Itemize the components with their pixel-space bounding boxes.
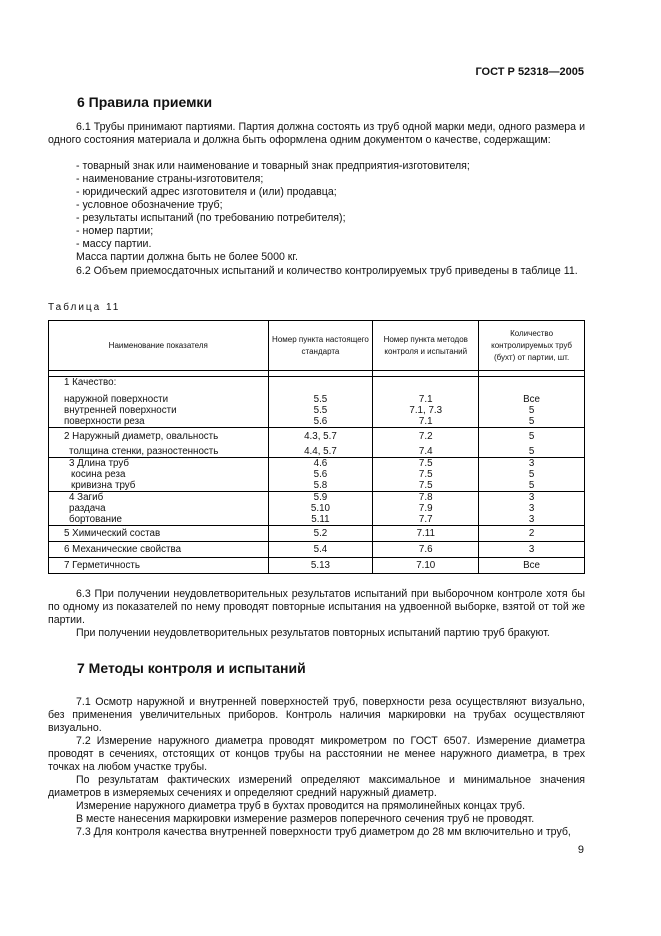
table-cell: Все [479,558,585,574]
list-item: - юридический адрес изготовителя и (или) продавца; [76,186,337,198]
list-item: - результаты испытаний (по требованию потребителя); [76,212,346,224]
table-11 [48,320,585,574]
table-cell-text: 5 [528,446,535,457]
table-cell-text: толщина стенки, разностенность [69,446,219,457]
table-caption: Таблица 11 [48,302,121,313]
table-cell-text: 5.11 [311,514,330,525]
table-cell [373,458,479,492]
table-cell-text: 7.9 [418,503,433,514]
table-cell-text: 3 [528,514,535,525]
table-cell: 7.10 [373,558,479,574]
paragraph-7-1: 7.1 Осмотр наружной и внутренней поверхностей труб, поверхности реза осуществляют визуально, без применения увеличительных приборов. Контроль наличия маркировки на трубах осуществляют визуально. [48,696,585,734]
list-item: - условное обозначение труб; [76,199,223,211]
paragraph-6-2: 6.2 Объем приемосдаточных испытаний и количество контролируемых труб приведены в таблице 11. [76,265,578,277]
table-cell-text: бортование [69,514,122,525]
table-cell [268,458,373,492]
table-cell-text: 5 [528,416,535,427]
table-cell-text: 4 Загиб [69,492,104,503]
section-7-title: 7 Методы контроля и испытаний [77,660,306,676]
table-header-cell: Номер пункта настоящего стандарта [268,321,373,371]
table-row [49,558,585,574]
table-cell-text: 7.5 [418,458,433,469]
table-cell: 5.4 [268,542,373,558]
table-cell [479,377,585,428]
table-cell-text: 5.10 [310,503,330,514]
paragraph-mass: Масса партии должна быть не более 5000 кг. [76,251,298,263]
paragraph-7-2: 7.2 Измерение наружного диаметра проводят микрометром по ГОСТ 6507. Измерение диаметра проводят в сечениях, отстоящих от концов трубы на расстоянии не менее наружного диаметра, в трех точках на любом участке трубы. [48,735,585,773]
table-cell-text: 4.3, 5.7 [304,431,337,442]
table-cell-text: Все [523,394,540,405]
table-cell-text: 5 [528,431,535,442]
table-cell-text: 5.6 [313,416,328,427]
paragraph-marking: В месте нанесения маркировки измерение размеров поперечного сечения труб не проводят. [76,813,535,825]
paragraph-7-3: 7.3 Для контроля качества внутренней поверхности труб диаметром до 28 мм включительно и труб, [76,826,571,838]
list-item: - массу партии. [76,238,152,250]
table-cell-text: поверхности реза [64,416,145,427]
paragraph-coils: Измерение наружного диаметра труб в бухтах проводится на прямолинейных концах труб. [76,800,526,812]
table-cell-text: раздача [69,503,106,514]
table-row [49,377,585,428]
table-cell [373,377,479,428]
paragraph-diameters: По результатам фактических измерений определяют максимальное и минимальное значения диаметров в измеряемых сечениях и определяют средний наружный диаметр. [48,774,585,799]
table-cell-text: 7.5 [418,469,433,480]
table-cell [49,492,269,526]
table-cell-text: 5.8 [313,480,328,491]
table-cell-text: наружной поверхности [64,394,169,405]
table-cell: 5 Химический состав [49,526,269,542]
table-cell-text: 7.4 [418,446,433,457]
paragraph-6-3: 6.3 При получении неудовлетворительных результатов испытаний при выборочном контроле хотя бы по одному из показателей по нему проводят повторные испытания на удвоенной выборке, взятой от той же партии. [48,588,585,626]
table-header-cell: Номер пункта методов контроля и испытаний [373,321,479,371]
table-header-cell: Наименование показателя [49,321,269,371]
group-title: 1 Качество: [64,377,117,388]
table-cell-text: 3 [528,492,535,503]
table-cell: 2 [479,526,585,542]
table-cell [49,428,269,458]
table-cell [479,458,585,492]
table-cell-text: 3 [528,458,535,469]
section-6-title: 6 Правила приемки [77,94,213,110]
table-row [49,542,585,558]
table-cell [49,458,269,492]
paragraph-rejection: При получении неудовлетворительных результатов повторных испытаний партию труб бракуют. [76,627,550,639]
table-cell [373,492,479,526]
list-item: - наименование страны-изготовителя; [76,173,264,185]
list-item: - номер партии; [76,225,154,237]
table-cell-text: 5.6 [313,469,328,480]
table-cell: 7.11 [373,526,479,542]
table-cell [49,377,269,428]
table-cell: 7 Герметичность [49,558,269,574]
table-cell-text: 7.5 [418,480,433,491]
table-cell-text: 7.7 [418,514,433,525]
table-cell [479,428,585,458]
table-cell: 6 Механические свойства [49,542,269,558]
table-cell-text: 2 Наружный диаметр, овальность [64,431,219,442]
table-cell [373,428,479,458]
table-cell-text: 7.1 [418,394,433,405]
page-number: 9 [577,844,584,856]
table-cell: 7.6 [373,542,479,558]
table-cell [268,428,373,458]
table-row [49,428,585,458]
table-cell [268,492,373,526]
paragraph-6-1: 6.1 Трубы принимают партиями. Партия должна состоять из труб одной марки меди, одного размера и одного состояния материала и должна быть оформлена одним документом о качестве, содержащим: [48,121,585,146]
table-cell-text: 5.5 [313,394,328,405]
table-row [49,492,585,526]
table-cell: 5.13 [268,558,373,574]
table-cell-text: 4.4, 5.7 [304,446,337,457]
standard-header: ГОСТ Р 52318—2005 [475,66,584,78]
table-cell: 3 [479,542,585,558]
table-cell-text: 7.1, 7.3 [409,405,443,416]
table-cell [479,492,585,526]
table-cell-text: 5 [528,469,535,480]
table-cell-text: 5.5 [313,405,328,416]
table-cell [268,377,373,428]
table-cell-text: 3 [528,503,535,514]
table-cell-text: косина реза [71,469,126,480]
table-cell-text: 5.9 [313,492,328,503]
table-cell-text: 7.1 [418,416,433,427]
table-cell: 5.2 [268,526,373,542]
list-item: - товарный знак или наименование и товарный знак предприятия-изготовителя; [76,160,470,172]
table-cell-text: 3 Длина труб [69,458,130,469]
table-cell-text: 5 [528,405,535,416]
table-cell-text: кривизна труб [71,480,136,491]
table-cell-text: 4.6 [313,458,328,469]
table-cell-text: 7.2 [418,431,433,442]
table-header-cell: Количество контролируемых труб (бухт) от партии, шт. [479,321,585,371]
table-cell-text: 7.8 [418,492,433,503]
table-row [49,526,585,542]
table-cell-text: 5 [528,480,535,491]
table-row [49,458,585,492]
table-cell-text: внутренней поверхности [64,405,177,416]
